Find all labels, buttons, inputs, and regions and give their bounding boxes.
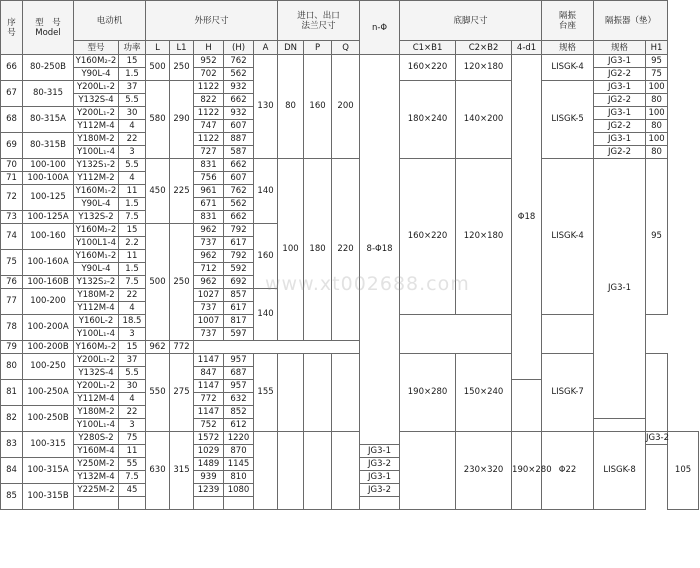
table-cell: 84 [1,458,23,484]
table-cell: 290 [170,81,194,159]
header-cell: 电动机 [74,1,146,41]
table-cell: Y200L₁-2 [74,81,119,94]
table-cell: 580 [146,81,170,159]
table-cell: 95 [646,159,668,315]
table-body [1,1,699,510]
table-cell: 712 [194,263,224,276]
table-cell: Y132S-4 [74,94,119,107]
table-cell: 5.5 [119,94,146,107]
table-cell: 831 [194,211,224,224]
table-cell: 1145 [224,458,254,471]
table-cell: 140 [254,159,278,224]
table-cell: Y160M₂-2 [74,224,119,237]
table-cell: 737 [194,237,224,250]
table-cell: 3 [119,419,146,432]
table-cell: 662 [224,211,254,224]
table-cell: 100-160 [23,224,74,250]
table-cell: Y280S-2 [74,432,119,445]
table-cell: 1122 [194,107,224,120]
table-cell: 190×280 [400,354,456,432]
table-cell: 100 [646,133,668,146]
table-cell: 140×200 [456,81,512,159]
table-cell: 80 [278,55,304,159]
table-cell: 450 [146,159,170,224]
table-cell [332,354,360,432]
table-cell: JG3-2 [360,458,400,471]
table-cell [254,432,278,510]
table-cell: 15 [119,55,146,68]
table-cell: JG2-2 [594,120,646,133]
table-cell: 30 [119,380,146,393]
table-cell: 1489 [194,458,224,471]
table-cell: Y100L₁-4 [74,328,119,341]
table-cell: 100 [646,107,668,120]
table-cell: 100-315 [23,432,74,458]
table-cell: 67 [1,81,23,107]
table-cell [304,432,332,510]
table-cell: 71 [1,172,23,185]
table-cell: 962 [194,224,224,237]
table-cell: LISGK-4 [542,55,594,81]
table-cell: Y112M-4 [74,302,119,315]
table-cell: 7.5 [119,276,146,289]
table-cell: 1.5 [119,263,146,276]
table-cell: 80 [646,94,668,107]
table-cell: 772 [170,341,194,354]
table-cell: 702 [194,68,224,81]
table-cell: 11 [119,445,146,458]
table-cell: Y225M-2 [74,484,119,497]
table-cell [278,432,304,510]
header-row [1,41,699,55]
table-cell: 140 [254,289,278,341]
table-cell: 120×180 [456,55,512,81]
table-cell: 562 [224,198,254,211]
table-cell: 100-160B [23,276,74,289]
table-cell: 100-200 [23,289,74,315]
header-cell: (H) [224,41,254,55]
header-cell: 功率 [119,41,146,55]
table-cell: 81 [1,380,23,406]
table-cell: 587 [224,146,254,159]
table-cell: 100-125 [23,185,74,211]
table-cell: 632 [224,393,254,406]
table-cell: Y100L₁-4 [74,419,119,432]
table-cell: 100-200B [23,341,74,354]
table-cell [224,497,254,510]
table-cell [119,497,146,510]
table-cell: Y200L₁-2 [74,354,119,367]
table-cell: 77 [1,289,23,315]
table-cell: 852 [224,406,254,419]
header-cell: DN [278,41,304,55]
table-cell: 76 [1,276,23,289]
table-cell: Y90L-4 [74,198,119,211]
table-cell: 80 [646,146,668,159]
table-cell [400,432,456,510]
table-cell: 250 [170,224,194,341]
table-cell: 160×220 [400,159,456,315]
table-cell: 80-315A [23,107,74,133]
table-cell: 80 [646,120,668,133]
header-cell: H [194,41,224,55]
table-cell: 160×220 [400,55,456,81]
table-cell: 671 [194,198,224,211]
table-cell: 932 [224,107,254,120]
table-cell: 83 [1,432,23,458]
table-cell: 870 [224,445,254,458]
table-cell: 1.5 [119,68,146,81]
table-cell: 315 [170,432,194,510]
table-cell: 100-250B [23,406,74,432]
header-cell: L [146,41,170,55]
table-cell: 105 [668,432,699,510]
table-cell: JG2-2 [594,146,646,159]
table-cell: 932 [224,81,254,94]
table-cell: 220 [332,159,360,341]
table-cell: Y132S₁-2 [74,159,119,172]
header-cell: n-Φ [360,1,400,55]
table-cell: 630 [146,432,170,510]
table-cell: 500 [146,224,170,341]
table-cell: 72 [1,185,23,211]
table-cell: 957 [224,354,254,367]
table-cell: 230×320 [456,432,512,510]
table-cell: 822 [194,94,224,107]
table-cell: 100-100 [23,159,74,172]
table-cell: 847 [194,367,224,380]
table-cell: Y160M-4 [74,445,119,458]
header-row [1,1,699,41]
table-cell: 662 [224,94,254,107]
table-cell: 100 [646,81,668,94]
table-cell: 275 [170,354,194,432]
table-cell: 15 [119,224,146,237]
table-cell: 100-250A [23,380,74,406]
table-cell: Y160M₁-2 [74,250,119,263]
table-cell: 95 [646,55,668,68]
table-cell: 592 [224,263,254,276]
table-cell: 957 [224,380,254,393]
table-cell: 3 [119,146,146,159]
table-cell: 727 [194,146,224,159]
table-cell: 772 [194,393,224,406]
table-cell: Y160M₁-2 [74,185,119,198]
table-cell: 66 [1,55,23,81]
table-cell: 1147 [194,380,224,393]
table-cell: 617 [224,302,254,315]
header-cell: 规格 [542,41,594,55]
table-cell: 160 [254,224,278,289]
header-cell: H1 [646,41,668,55]
table-cell: 11 [119,185,146,198]
table-cell: Y250M-2 [74,458,119,471]
table-cell: Y112M-4 [74,120,119,133]
table-cell: Y132S-2 [74,211,119,224]
table-cell: 30 [119,107,146,120]
table-cell: 1080 [224,484,254,497]
watermark-text: www.xt002688.com [265,273,470,295]
header-cell: C1×B1 [400,41,456,55]
table-cell: 75 [119,432,146,445]
header-cell: Q [332,41,360,55]
table-cell [278,354,304,432]
table-cell: 8-Φ18 [360,55,400,445]
table-cell: 687 [224,367,254,380]
table-cell: 100-315B [23,484,74,510]
table-cell: 7.5 [119,471,146,484]
header-cell: 规格 [594,41,646,55]
table-cell: 37 [119,81,146,94]
table-cell: 69 [1,133,23,159]
table-cell: JG3-1 [360,471,400,484]
table-cell: 74 [1,224,23,250]
header-cell: 隔振 台座 [542,1,594,41]
table-cell: 155 [254,354,278,432]
table-cell: 79 [1,341,23,354]
table-cell: 190×280 [512,432,542,510]
table-cell: 4 [119,302,146,315]
table-cell: 1239 [194,484,224,497]
table-cell: 952 [194,55,224,68]
table-cell: 15 [119,341,146,354]
table-cell: 1122 [194,81,224,94]
table-cell: 100 [278,159,304,341]
table-cell: LISGK-4 [542,159,594,315]
table-cell: 80-250B [23,55,74,81]
table-cell: 939 [194,471,224,484]
table-cell: 752 [194,419,224,432]
table-cell: Y112M-4 [74,393,119,406]
table-cell: 962 [194,276,224,289]
table-cell: 75 [1,250,23,276]
table-cell: 7.5 [119,211,146,224]
table-cell: 78 [1,315,23,341]
header-cell: 型 号 Model [23,1,74,55]
table-cell: 45 [119,484,146,497]
header-cell: A [254,41,278,55]
table-cell: 100-200A [23,315,74,341]
table-cell: Y100L1-4 [74,237,119,250]
table-cell: Y112M-2 [74,172,119,185]
table-cell: Y132S₂-2 [74,276,119,289]
table-cell: LISGK-8 [594,432,646,510]
table-cell: 612 [224,419,254,432]
header-cell: 型号 [74,41,119,55]
table-cell: JG3-1 [594,107,646,120]
table-cell: 100-160A [23,250,74,276]
table-cell: 160 [304,55,332,159]
table-cell: 562 [224,68,254,81]
table-cell: 1147 [194,354,224,367]
table-cell: 100-250 [23,354,74,380]
table-cell [646,354,668,432]
table-cell: Y160M₂-2 [74,55,119,68]
table-cell: 500 [146,55,170,81]
table-cell: 4 [119,120,146,133]
table-cell: 200 [332,55,360,159]
table-cell: 597 [224,328,254,341]
table-cell: JG3-2 [360,484,400,497]
table-cell [360,497,400,510]
table-row [1,432,699,445]
table-cell: 22 [119,289,146,302]
table-cell [332,432,360,510]
table-cell: 762 [224,55,254,68]
table-cell: LISGK-7 [542,354,594,432]
table-cell: 100-100A [23,172,74,185]
table-cell: 80-315B [23,133,74,159]
table-cell: 607 [224,120,254,133]
table-cell: 5.5 [119,367,146,380]
table-cell: 747 [194,120,224,133]
table-cell: 130 [254,55,278,159]
header-cell: P [304,41,332,55]
table-cell: 792 [224,250,254,263]
table-cell: Y132M-4 [74,471,119,484]
table-cell: 4 [119,172,146,185]
table-cell: 607 [224,172,254,185]
table-cell: 37 [119,354,146,367]
table-cell: 1122 [194,133,224,146]
table-cell: JG3-1 [594,55,646,68]
table-cell: 1027 [194,289,224,302]
table-cell: 961 [194,185,224,198]
table-cell: 120×180 [456,159,512,315]
table-cell: 80 [1,354,23,380]
table-cell [304,354,332,432]
table-cell: 857 [224,289,254,302]
table-cell: 3 [119,328,146,341]
header-cell: L1 [170,41,194,55]
header-cell: 序 号 [1,1,23,55]
header-cell: 4-d1 [512,41,542,55]
table-cell: Φ22 [542,432,594,510]
header-cell: C2×B2 [456,41,512,55]
header-cell: 隔振器（垫） [594,1,668,41]
table-cell: 617 [224,237,254,250]
table-cell: 1572 [194,432,224,445]
table-cell: 85 [1,484,23,510]
table-cell: 762 [224,185,254,198]
table-cell [74,497,119,510]
table-cell: Y200L₁-2 [74,107,119,120]
table-cell: 1220 [224,432,254,445]
table-cell: JG2-2 [594,94,646,107]
table-cell: Y90L-4 [74,263,119,276]
header-cell: 进口、出口 法兰尺寸 [278,1,360,41]
table-cell: 75 [646,68,668,81]
table-row [1,159,699,172]
table-cell: 887 [224,133,254,146]
table-cell: 68 [1,107,23,133]
table-cell: JG3-1 [594,81,646,94]
table-cell: Φ18 [512,55,542,380]
table-cell: 692 [224,276,254,289]
table-cell: Y100L₁-4 [74,146,119,159]
table-cell: 150×240 [456,354,512,432]
table-cell: Y132S-4 [74,367,119,380]
table-cell: 225 [170,159,194,224]
table-cell: 11 [119,250,146,263]
table-cell: JG3-1 [594,159,646,419]
table-cell [194,497,224,510]
table-cell: 100-315A [23,458,74,484]
table-cell: Y200L₁-2 [74,380,119,393]
table-cell: 70 [1,159,23,172]
table-cell: 962 [146,341,170,354]
table-cell: JG3-1 [360,445,400,458]
table-cell: 831 [194,159,224,172]
table-cell: 5.5 [119,159,146,172]
table-cell: 737 [194,302,224,315]
table-cell: 1.5 [119,198,146,211]
table-cell: 962 [194,250,224,263]
table-cell: 22 [119,133,146,146]
table-cell: 82 [1,406,23,432]
table-cell: Y180M-2 [74,133,119,146]
table-cell: Y90L-4 [74,68,119,81]
table-cell: 73 [1,211,23,224]
table-cell: 662 [224,159,254,172]
table-row [1,55,699,68]
table-cell: 1147 [194,406,224,419]
table-cell: Y180M-2 [74,289,119,302]
table-cell: JG3-2 [646,432,670,443]
table-cell: 810 [224,471,254,484]
table-cell: 1007 [194,315,224,328]
table-cell: 1029 [194,445,224,458]
table-cell: 22 [119,406,146,419]
table-cell: Y180M-2 [74,406,119,419]
table-cell: JG3-1 [594,133,646,146]
table-cell: Y160M₂-2 [74,341,119,354]
table-cell: 2.2 [119,237,146,250]
table-cell: 4 [119,393,146,406]
header-cell: 外形尺寸 [146,1,278,41]
table-cell: Y160L-2 [74,315,119,328]
table-cell: LISGK-5 [542,81,594,159]
table-cell: 792 [224,224,254,237]
table-cell: 180 [304,159,332,341]
header-cell: 底脚尺寸 [400,1,542,41]
table-cell: JG2-2 [594,68,646,81]
table-cell: 817 [224,315,254,328]
table-cell: 180×240 [400,81,456,159]
table-cell: 55 [119,458,146,471]
table-cell: 250 [170,55,194,81]
table-cell: 80-315 [23,81,74,107]
table-cell: 100-125A [23,211,74,224]
table-cell: 18.5 [119,315,146,328]
table-cell: 756 [194,172,224,185]
table-cell: 737 [194,328,224,341]
table-cell: 550 [146,354,170,432]
